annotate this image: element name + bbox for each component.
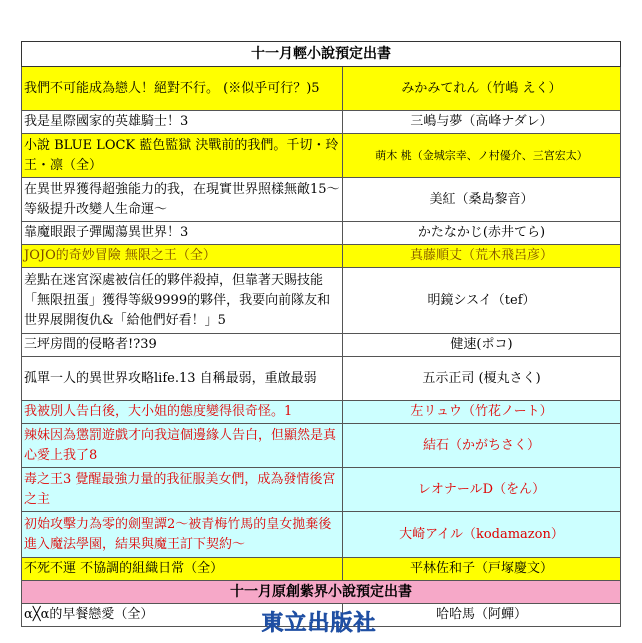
section-header-original: [22, 581, 621, 604]
book-title: 孤單一人的異世界攻略life.13 自稱最弱，重啟最弱: [22, 357, 343, 401]
section-title: 十一月輕小說預定出書: [22, 42, 621, 67]
book-author: レオナールD（をん）: [343, 468, 621, 512]
book-author: 左リュウ（竹花ノート）: [343, 401, 621, 424]
section-header-light-novel: [22, 42, 621, 67]
table-row: [22, 558, 621, 581]
table-row: [22, 222, 621, 245]
book-author: 平林佐和子（戸塚慶文）: [343, 558, 621, 581]
release-table: [21, 41, 621, 627]
table-row: [22, 134, 621, 178]
publisher-logo-text: 東立出版社: [261, 610, 377, 636]
table-row: [22, 334, 621, 357]
table-row: [22, 468, 621, 512]
table-row: [22, 268, 621, 334]
book-title: 三坪房間的侵略者!?39: [22, 334, 343, 357]
table-row: [22, 424, 621, 468]
book-author: 五示正司 (榎丸さく): [343, 357, 621, 401]
book-author: 萌木 桃（金城宗幸、ノ村優介、三宮宏太）: [343, 134, 621, 178]
book-title: 我被別人告白後，大小姐的態度變得很奇怪。1: [22, 401, 343, 424]
book-author: 三嶋与夢（高峰ナダレ）: [343, 111, 621, 134]
book-title: JOJO的奇妙冒險 無限之王（全）: [22, 245, 343, 268]
book-author: みかみてれん（竹嶋 えく）: [343, 67, 621, 111]
book-title: 差點在迷宮深處被信任的夥伴殺掉，但靠著天賜技能「無限扭蛋」獲得等級9999的夥伴，我要向前隊友和世界展開復仇&「給他們好看！」5: [22, 268, 343, 334]
section-title: 十一月原創紫界小說預定出書: [22, 581, 621, 604]
book-title: 毒之王3 覺醒最強力量的我征服美女們，成為發情後宮之主: [22, 468, 343, 512]
table-row: [22, 178, 621, 222]
book-title: 不死不運 不協調的組織日常（全）: [22, 558, 343, 581]
table-row: [22, 512, 621, 558]
table-row: [22, 401, 621, 424]
book-author: かたなかじ(赤井てら): [343, 222, 621, 245]
book-title: α╳α的早餐戀愛（全）: [22, 604, 343, 627]
publisher-logo: [256, 606, 382, 636]
table-row: [22, 111, 621, 134]
table-row: [22, 245, 621, 268]
table-row: [22, 357, 621, 401]
book-author: 真藤順丈（荒木飛呂彦）: [343, 245, 621, 268]
book-author: 大崎アイル（kodamazon）: [343, 512, 621, 558]
book-title: 靠魔眼跟子彈闖蕩異世界！3: [22, 222, 343, 245]
table-row: [22, 67, 621, 111]
book-author: 哈哈馬（阿蟬）: [343, 604, 621, 627]
release-table-container: [21, 41, 620, 627]
book-author: 美紅（桑島黎音）: [343, 178, 621, 222]
book-title: 我是星際國家的英雄騎士！3: [22, 111, 343, 134]
book-title: 小說 BLUE LOCK 藍色監獄 決戰前的我們。千切・玲王・凛（全）: [22, 134, 343, 178]
book-title: 辣妹因為懲罰遊戲才向我這個邊緣人告白，但顯然是真心愛上我了8: [22, 424, 343, 468]
book-title: 我們不可能成為戀人！絕對不行。 (※似乎可行？)5: [22, 67, 343, 111]
book-title: 在異世界獲得超強能力的我，在現實世界照樣無敵15～等級提升改變人生命運～: [22, 178, 343, 222]
book-author: 結石（かがちさく）: [343, 424, 621, 468]
book-title: 初始攻擊力為零的劍聖譚2～被青梅竹馬的皇女拋棄後進入魔法學園，結果與魔王訂下契約～: [22, 512, 343, 558]
book-author: 健速(ポコ): [343, 334, 621, 357]
book-author: 明鏡シスイ（tef）: [343, 268, 621, 334]
